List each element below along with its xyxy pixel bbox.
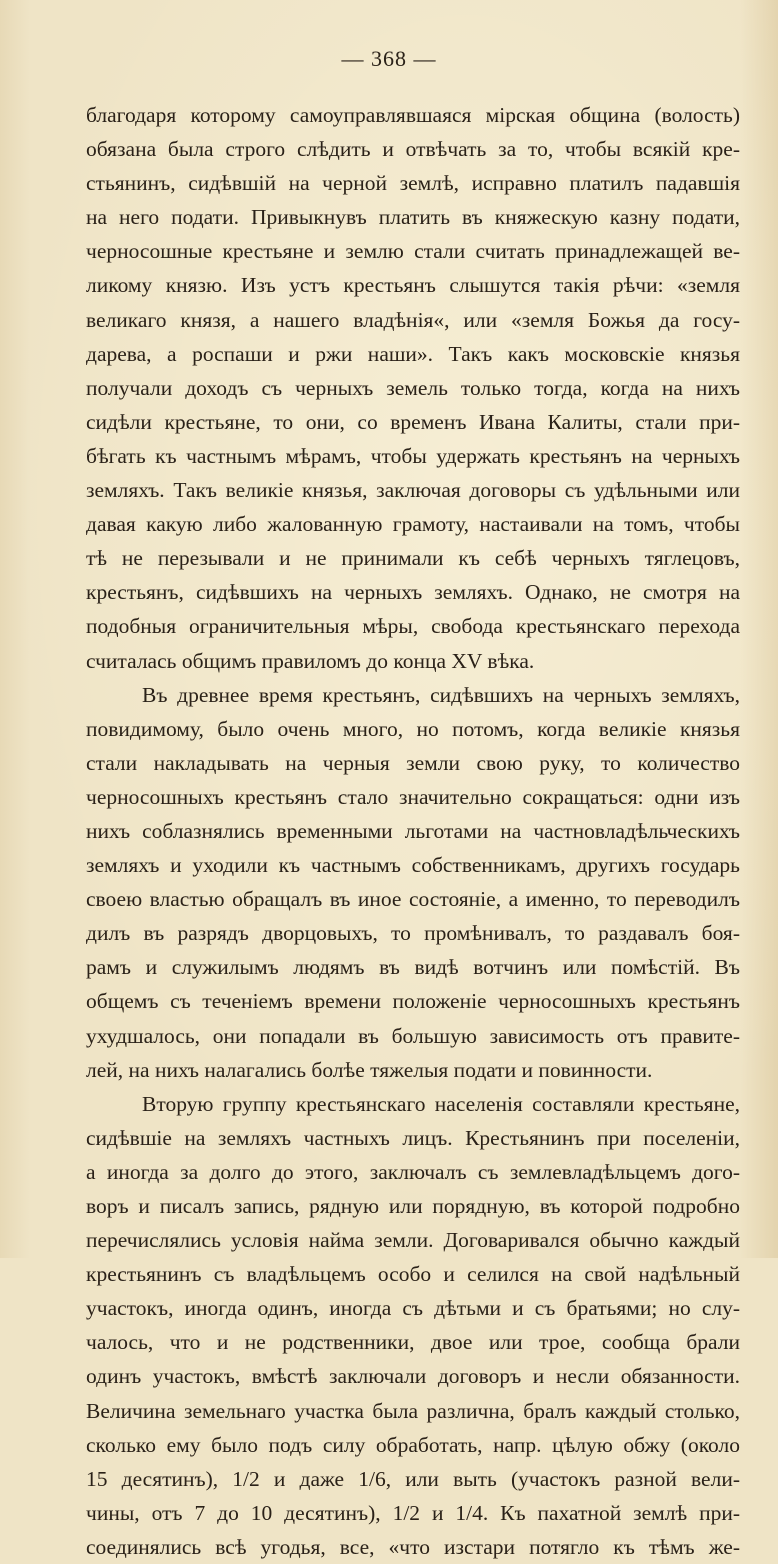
text-line: общемъ съ теченіемъ времени положеніе черносошныхъ крестьянъ [86,989,740,1014]
text-line: чины, отъ 7 до 10 десятинъ), 1/2 и 1/4. Къ пахатной землѣ при- [86,1500,740,1525]
text-line: бѣгать къ частнымъ мѣрамъ, чтобы удержать крестьянъ на черныхъ [86,443,740,468]
text-line: ликому князю. Изъ устъ крестьянъ слышутся такія рѣчи: «земля [86,273,740,298]
text-line: воръ и писалъ запись, рядную или порядную, въ которой подробно [86,1194,740,1218]
text-line: благодаря которому самоуправлявшаяся мірская община (волость) [86,103,740,127]
text-line: Величина земельнаго участка была различна, бралъ каждый столько, [86,1398,740,1423]
text-line: нихъ соблазнялись временными льготами на частновладѣльческихъ [86,818,740,843]
text-line: получали доходъ съ черныхъ земель только тогда, когда на нихъ [86,375,740,400]
text-line: давая какую либо жалованную грамоту, настаивали на томъ, чтобы [86,512,740,537]
text-line: Въ древнее время крестьянъ, сидѣвшихъ на черныхъ земляхъ, [142,682,740,707]
text-line: рамъ и служилымъ людямъ въ видѣ вотчинъ или помѣстій. Въ [86,955,740,980]
text-line: черносошные крестьяне и землю стали считать принадлежащей ве- [86,239,740,264]
text-line: лей, на нихъ налагались болѣе тяжелыя подати и повинности. [86,1057,653,1082]
body-text [86,98,740,1564]
text-line: а иногда за долго до этого, заключалъ съ землевладѣльцемъ дого- [86,1159,740,1184]
page-number: — 368 — [341,46,437,71]
text-line: подобныя ограничительныя мѣры, свобода крестьянскаго перехода [86,614,740,639]
text-line: повидимому, было очень много, но потомъ, когда великіе князья [86,716,740,741]
text-line: обязана была строго слѣдить и отвѣчать за то, чтобы всякій кре- [86,137,740,162]
text-line: крестьянинъ съ владѣльцемъ особо и селился на свой надѣльный [86,1262,740,1287]
text-line: стали накладывать на черныя земли свою руку, то количество [86,750,740,775]
text-line: крестьянъ, сидѣвшихъ на черныхъ земляхъ. Однако, не смотря на [86,580,740,605]
text-line: своею властью обращалъ въ иное состояніе, а именно, то переводилъ [86,887,740,912]
text-line: земляхъ и уходили къ частнымъ собственникамъ, другихъ государь [86,853,740,878]
text-line: соединялись всѣ угодья, все, «что изстари потягло къ тѣмъ же- [86,1534,740,1559]
text-line: черносошныхъ крестьянъ стало значительно сокращаться: одни изъ [86,784,740,809]
text-line: стьянинъ, сидѣвшій на черной землѣ, исправно платилъ падавшія [86,171,740,196]
text-line: сидѣли крестьяне, то они, со временъ Ивана Калиты, стали при- [86,409,740,434]
text-line: сколько ему было подъ силу обработать, напр. цѣлую обжу (около [86,1432,740,1457]
text-line: чалось, что и не родственники, двое или трое, сообща брали [86,1330,740,1355]
text-line: сидѣвшіе на земляхъ частныхъ лицъ. Крестьянинъ при поселеніи, [86,1125,740,1150]
text-line: перечислялись условія найма земли. Договаривался обычно каждый [86,1228,740,1253]
text-line: земляхъ. Такъ великіе князья, заключая договоры съ удѣльными или [86,478,740,503]
text-line: считалась общимъ правиломъ до конца XV вѣка. [86,648,535,673]
text-line: дилъ въ разрядъ дворцовыхъ, то промѣнивалъ, то раздавалъ боя- [86,921,740,946]
text-line: 15 десятинъ), 1/2 и даже 1/6, или выть (участокъ разной вели- [86,1466,740,1491]
text-line: участокъ, иногда одинъ, иногда съ дѣтьми и съ братьями; но слу- [86,1296,740,1321]
text-line: тѣ не перезывали и не принимали къ себѣ черныхъ тяглецовъ, [86,546,740,571]
text-line: великаго князя, а нашего владѣнія«, или «земля Божья да госу- [86,307,740,332]
text-line: дарева, а роспаши и ржи наши». Такъ какъ московскіе князья [86,341,740,366]
text-line: ухудшалось, они попадали въ большую зависимость отъ правите- [86,1023,740,1048]
text-line: Вторую группу крестьянскаго населенія составляли крестьяне, [142,1091,740,1116]
text-line: одинъ участокъ, вмѣстѣ заключали договоръ и несли обязанности. [86,1364,740,1389]
text-line: на него подати. Привыкнувъ платить въ княжескую казну подати, [86,205,740,230]
